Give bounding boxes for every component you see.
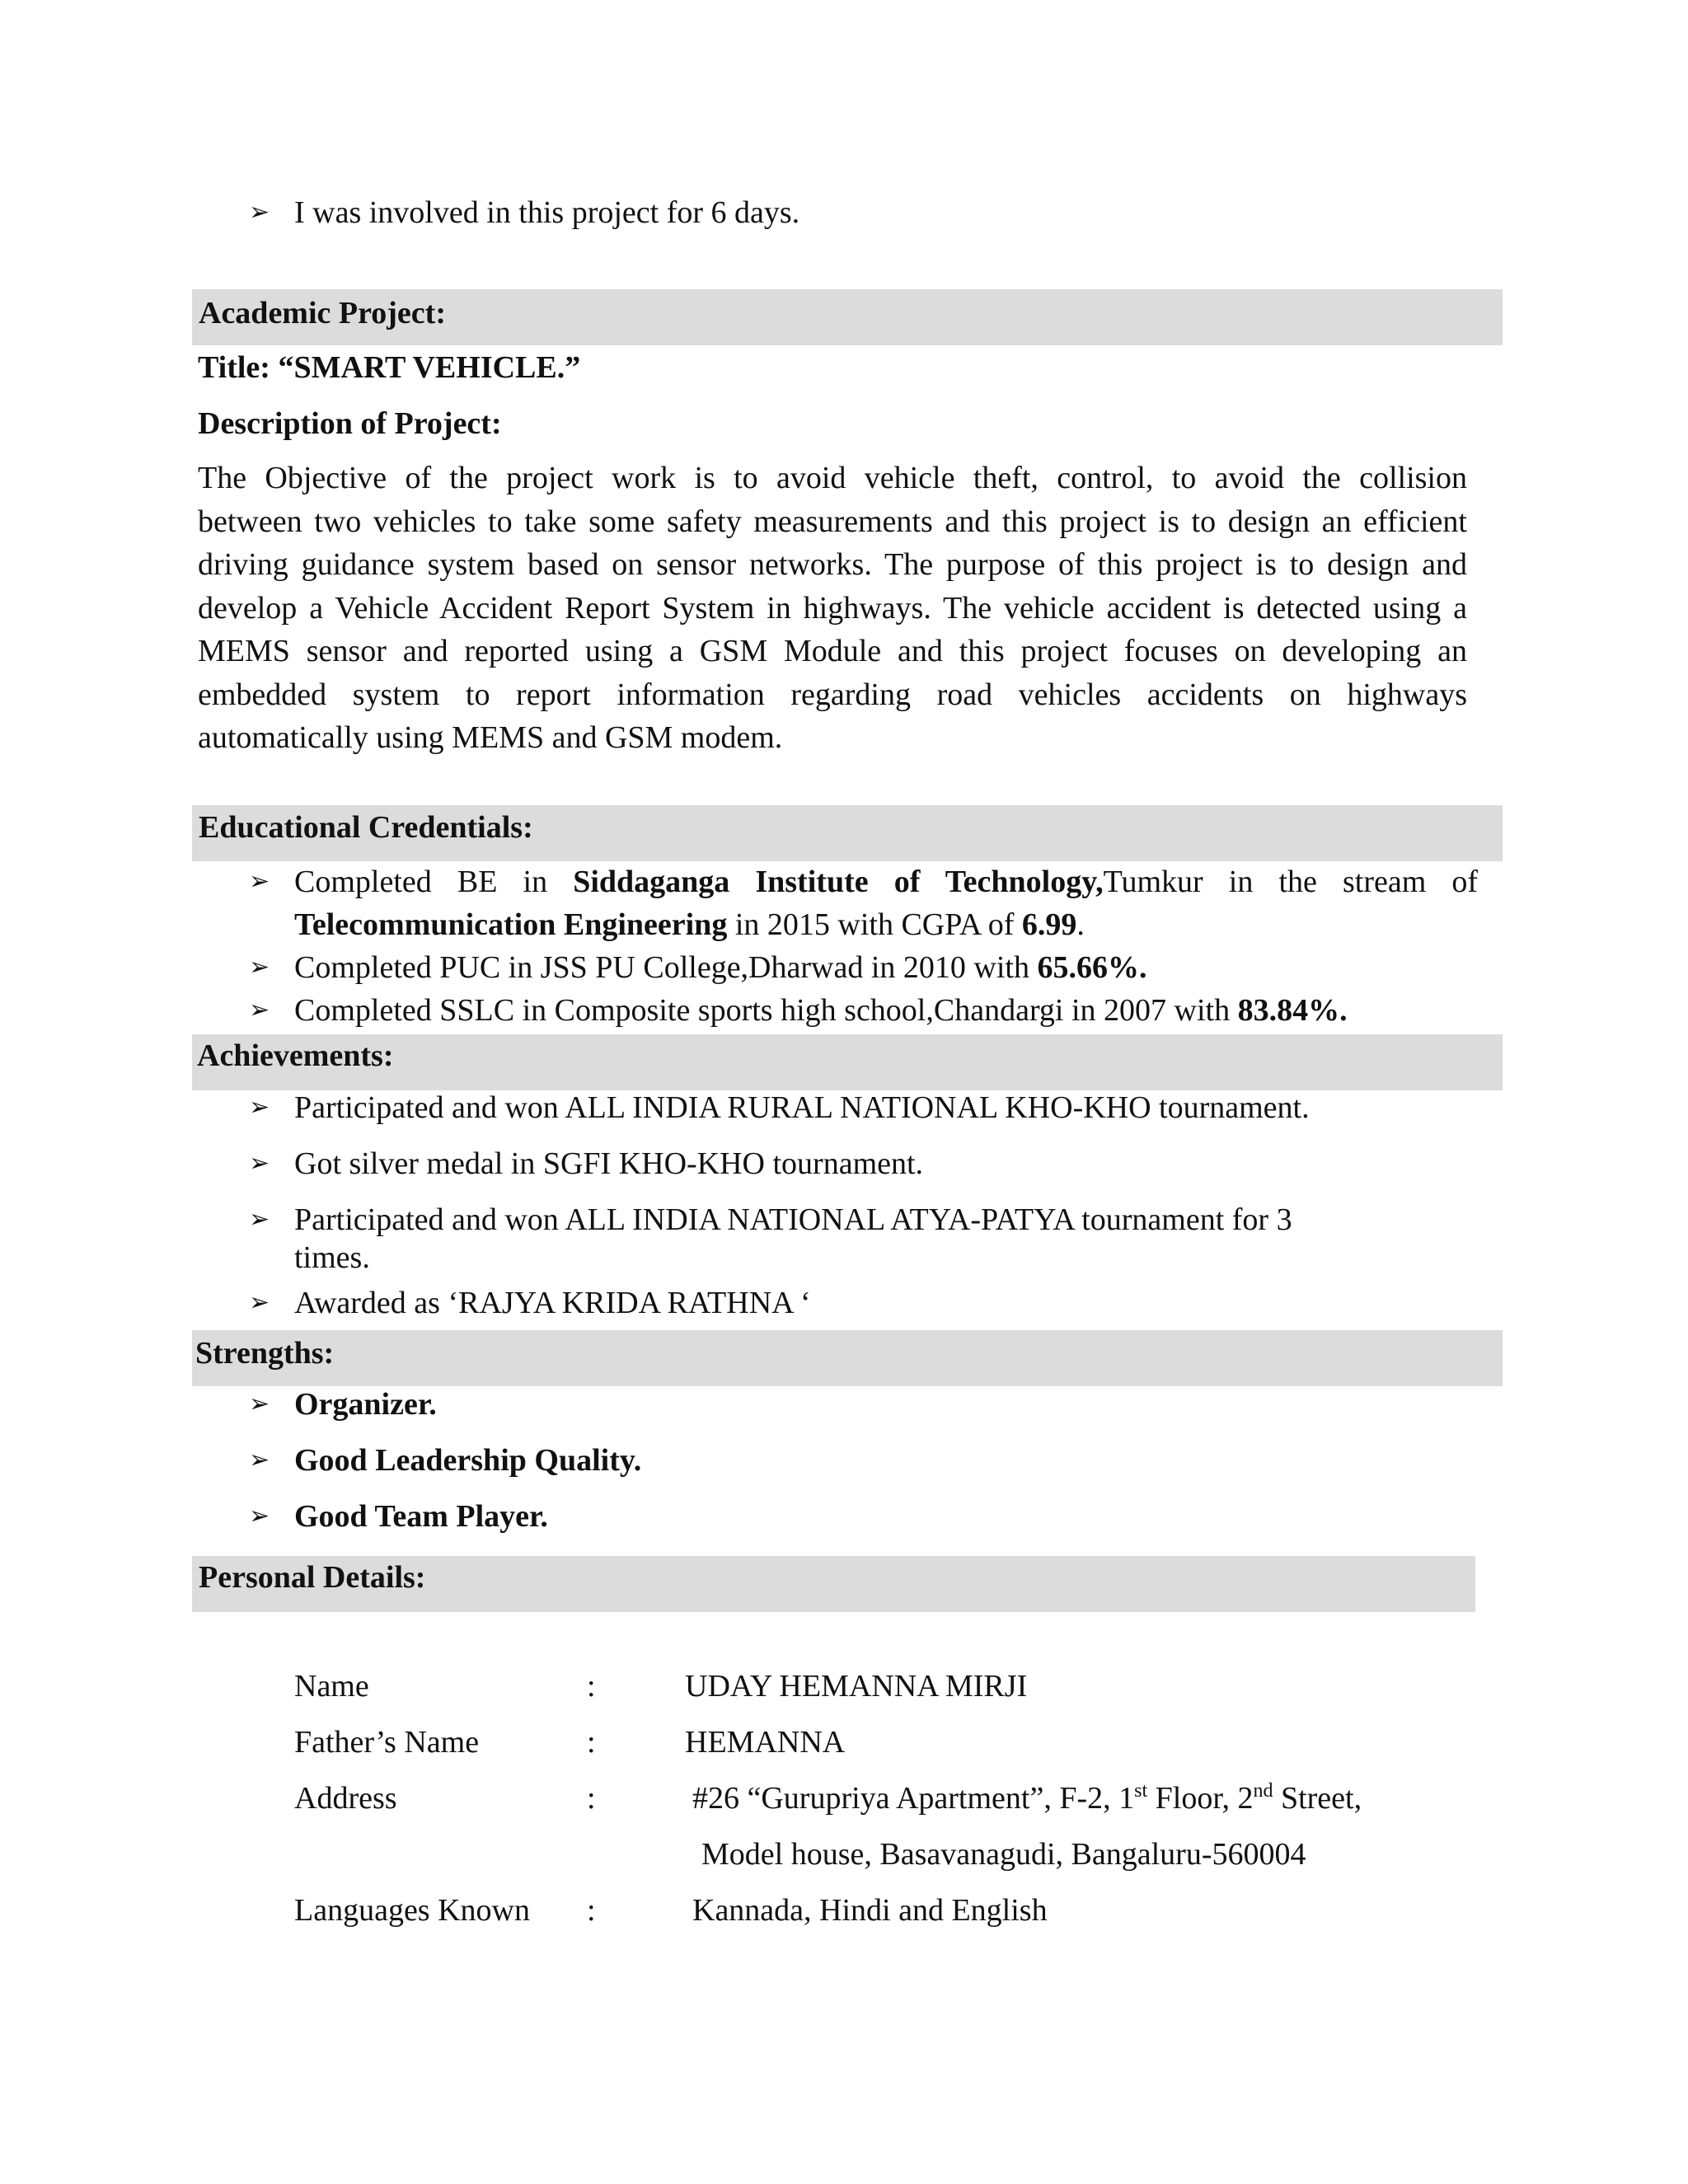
description-line: develop a Vehicle Accident Report System in highways. The vehicle accident is detected using a — [198, 590, 1467, 626]
name-value: UDAY HEMANNA MIRJI — [685, 1669, 1028, 1704]
be-year-text: in 2015 with CGPA of — [727, 907, 1022, 942]
strength-item: Good Team Player. — [294, 1499, 548, 1534]
bullet-arrow-icon: ➢ — [249, 1288, 270, 1317]
achievement-item: Participated and won ALL INDIA RURAL NATIONAL KHO-KHO tournament. — [294, 1090, 1310, 1125]
bullet-arrow-icon: ➢ — [249, 996, 270, 1024]
bullet-arrow-icon: ➢ — [249, 1446, 270, 1474]
languages-value: Kannada, Hindi and English — [692, 1893, 1048, 1928]
bullet-arrow-icon: ➢ — [249, 198, 270, 227]
bullet-arrow-icon: ➢ — [249, 1149, 270, 1178]
personal-details-bar — [192, 1556, 1475, 1612]
project-title: Title: “SMART VEHICLE.” — [198, 350, 581, 385]
bullet-arrow-icon: ➢ — [249, 1093, 270, 1122]
name-colon: : — [587, 1669, 596, 1704]
address-colon: : — [587, 1781, 596, 1816]
bullet-arrow-icon: ➢ — [249, 867, 270, 896]
be-institute: Siddaganga Institute of Technology, — [573, 865, 1104, 899]
address-line1 — [692, 1777, 1362, 1820]
description-line: The Objective of the project work is to avoid vehicle theft, control, to avoid the collision — [198, 461, 1467, 495]
education-sslc — [294, 989, 1348, 1032]
address-part: Floor, 2 — [1147, 1781, 1254, 1816]
education-be-line1 — [294, 860, 1478, 903]
achievement-item: Got silver medal in SGFI KHO-KHO tournament. — [294, 1146, 924, 1181]
description-line: MEMS sensor and reported using a GSM Module and this project focuses on developing an — [198, 634, 1467, 668]
languages-colon: : — [587, 1893, 596, 1928]
bullet-arrow-icon: ➢ — [249, 1390, 270, 1418]
description-line: between two vehicles to take some safety measurements and this project is to design an efficient — [198, 504, 1467, 539]
be-cgpa: 6.99 — [1021, 907, 1077, 942]
name-label: Name — [294, 1669, 369, 1704]
bullet-arrow-icon: ➢ — [249, 953, 270, 982]
description-line: embedded system to report information regarding road vehicles accidents on highways — [198, 677, 1467, 712]
strengths-bar — [192, 1330, 1503, 1386]
strength-item: Organizer. — [294, 1387, 437, 1422]
address-line2: Model house, Basavanagudi, Bangaluru-560004 — [701, 1837, 1306, 1872]
achievements-bar — [192, 1034, 1503, 1090]
address-part: Street, — [1273, 1781, 1362, 1816]
address-ordinal: nd — [1253, 1780, 1273, 1802]
academic-project-bar — [192, 289, 1503, 345]
be-end: . — [1076, 907, 1085, 942]
strength-item: Good Leadership Quality. — [294, 1443, 642, 1478]
languages-label: Languages Known — [294, 1893, 530, 1928]
education-heading: Educational Credentials: — [199, 810, 533, 845]
be-branch: Telecommunication Engineering — [294, 907, 728, 942]
strengths-heading: Strengths: — [195, 1336, 335, 1371]
sslc-score: 83.84%. — [1237, 993, 1348, 1028]
puc-score: 65.66%. — [1037, 950, 1147, 985]
bullet-arrow-icon: ➢ — [249, 1205, 270, 1234]
education-be-line2 — [294, 903, 1085, 946]
education-puc — [294, 946, 1146, 989]
academic-project-heading: Academic Project: — [199, 296, 446, 330]
father-value: HEMANNA — [685, 1725, 846, 1760]
description-line: automatically using MEMS and GSM modem. — [198, 720, 783, 755]
description-heading: Description of Project: — [198, 406, 502, 441]
intro-bullet-text: I was involved in this project for 6 days. — [294, 195, 800, 230]
puc-text: Completed PUC in JSS PU College,Dharwad in 2010 with — [294, 950, 1038, 985]
achievement-item: Participated and won ALL INDIA NATIONAL ATYA-PATYA tournament for 3 — [294, 1202, 1292, 1237]
sslc-text: Completed SSLC in Composite sports high school,Chandargi in 2007 with — [294, 993, 1238, 1028]
address-ordinal: st — [1134, 1780, 1148, 1802]
personal-details-heading: Personal Details: — [199, 1560, 426, 1595]
education-bar — [192, 805, 1503, 861]
project-description — [198, 457, 1467, 760]
address-part: #26 “Gurupriya Apartment”, F-2, 1 — [692, 1781, 1135, 1816]
be-prefix: Completed BE in — [294, 865, 548, 899]
achievement-item-continued: times. — [294, 1240, 370, 1275]
description-line: driving guidance system based on sensor networks. The purpose of this project is to design and — [198, 547, 1467, 582]
father-colon: : — [587, 1725, 596, 1760]
be-city-stream: Tumkur in the stream of — [1103, 865, 1479, 899]
achievement-item: Awarded as ‘RAJYA KRIDA RATHNA ‘ — [294, 1286, 811, 1320]
father-label: Father’s Name — [294, 1725, 480, 1760]
address-label: Address — [294, 1781, 397, 1816]
bullet-arrow-icon: ➢ — [249, 1502, 270, 1530]
achievements-heading: Achievements: — [197, 1038, 394, 1073]
